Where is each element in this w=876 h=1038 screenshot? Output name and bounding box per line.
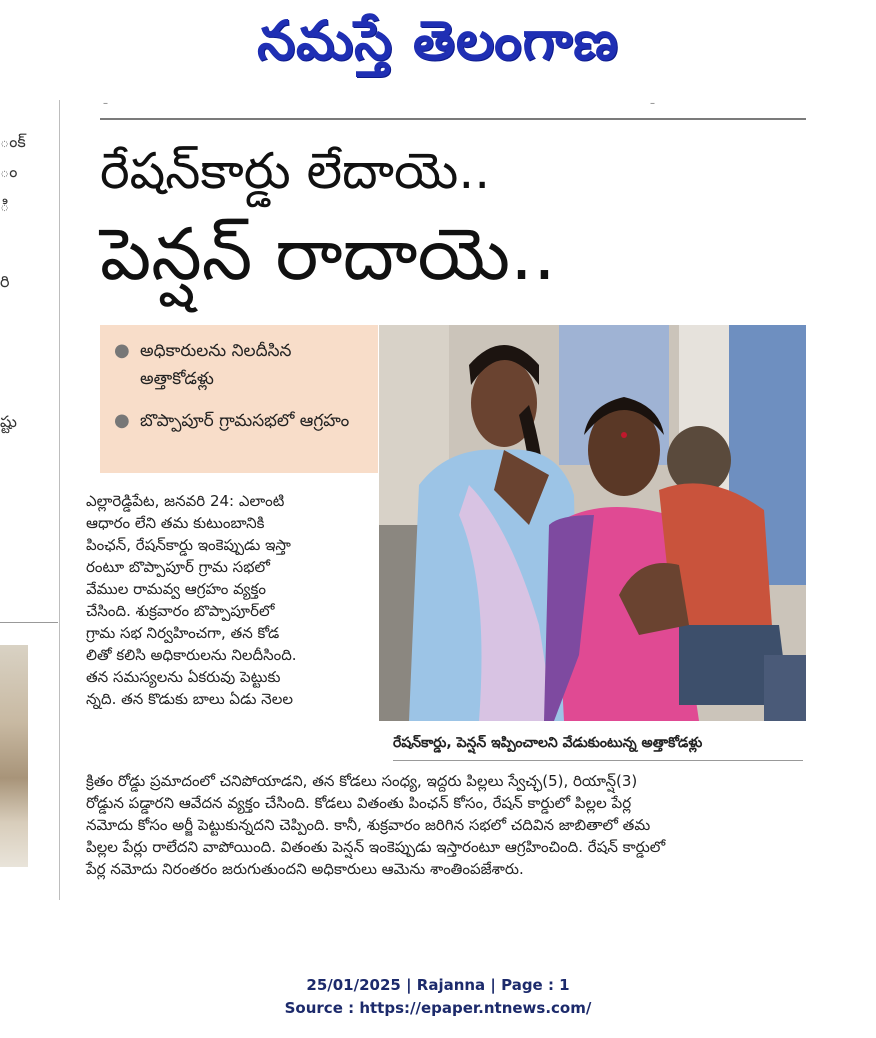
rule-mark: – — [103, 98, 108, 109]
headline-line-2: పెన్షన్ రాదాయె.. — [100, 212, 556, 296]
body-line: తన సమస్యలను ఏకరువు పెట్టుకు — [86, 668, 281, 686]
article-body-wide — [86, 770, 808, 880]
body-line: చేసింది. శుక్రవారం బొప్పాపూర్‌లో — [86, 602, 275, 620]
body-line: వేముల రామవ్వ ఆగ్రహం వ్యక్తం — [86, 580, 266, 598]
body-line: నమోదు కోసం అర్జీ పెట్టుకున్నదని చెప్పింది. కానీ, శుక్రవారం జరిగిన సభలో చదివిన జాబితాలో తమ — [86, 816, 651, 834]
body-line: ఆధారం లేని తమ కుటుంబానికి — [86, 514, 265, 532]
highlight-item — [114, 407, 370, 435]
body-line: ఎల్లారెడ్డిపేట, జనవరి 24: ఎలాంటి — [86, 492, 285, 510]
section-divider — [0, 622, 58, 623]
body-line: లితో కలిసి అధికారులను నిలదీసింది. — [86, 646, 297, 664]
adjacent-text-fragment: రి — [0, 272, 10, 291]
footer-date-line: 25/01/2025 | Rajanna | Page : 1 — [306, 976, 570, 994]
adjacent-text-fragment: ం — [0, 162, 18, 181]
top-rule — [100, 118, 806, 120]
footer-source-line: Source : https://epaper.ntnews.com/ — [284, 999, 592, 1017]
page-footer — [0, 974, 876, 1020]
column-divider — [59, 100, 60, 900]
article-photo — [379, 325, 806, 721]
body-line: పింఛన్, రేషన్‌కార్డు ఇంకెప్పుడు ఇస్తా — [86, 536, 291, 554]
highlight-item — [114, 337, 370, 393]
body-line: క్రితం రోడ్డు ప్రమాదంలో చనిపోయాడని, తన కోడలు సంధ్య, ఇద్దరు పిల్లలు స్వేచ్ఛ(5), రియాన్ష్(3) — [86, 772, 638, 790]
body-line: న్నది. తన కొడుకు బాలు ఏడు నెలల — [86, 690, 293, 708]
adjacent-text-fragment: ి — [0, 196, 10, 215]
highlight-text: బొప్పాపూర్ గ్రామసభలో ఆగ్రహం — [140, 411, 350, 431]
article-body-narrow — [86, 490, 372, 710]
adjacent-text-fragment: ష్టు — [0, 412, 17, 431]
highlight-text: అధికారులను నిలదీసిన అత్తాకోడళ్లు — [140, 341, 292, 389]
body-line: పిల్లల పేర్లు రాలేదని వాపోయింది. వితంతు పెన్షన్ ఇంకెప్పుడు ఇస్తారంటూ ఆగ్రహించింది. రేషన్ కార్డులో — [86, 838, 666, 856]
adjacent-text-fragment: ంక్ — [0, 132, 26, 151]
caption-rule — [393, 760, 803, 761]
masthead-logo: నమస్తే తెలంగాణ — [257, 9, 619, 72]
photo-caption: రేషన్‌కార్డు, పెన్షన్ ఇప్పించాలని వేడుకుంటున్న అత్తాకోడళ్లు — [393, 735, 703, 751]
body-line: రంటూ బొప్పాపూర్ గ్రామ సభలో — [86, 558, 270, 576]
headline-line-1: రేషన్‌కార్డు లేదాయె.. — [100, 142, 491, 200]
rule-mark: – — [650, 98, 655, 109]
adjacent-photo — [0, 645, 28, 867]
body-line: రోడ్డున పడ్డారని ఆవేదన వ్యక్తం చేసింది. కోడలు వితంతు పింఛన్ కోసం, రేషన్ కార్డులో పిల్లల పేర్ల — [86, 794, 632, 812]
body-line: గ్రామ సభ నిర్వహించగా, తన కోడ — [86, 624, 280, 642]
bullet-icon: ● — [114, 410, 130, 431]
body-line: పేర్ల నమోదు నిరంతరం జరుగుతుందని అధికారులు ఆమెను శాంతింపజేశారు. — [86, 860, 524, 878]
highlights-box — [100, 325, 378, 473]
bullet-icon: ● — [114, 340, 130, 361]
